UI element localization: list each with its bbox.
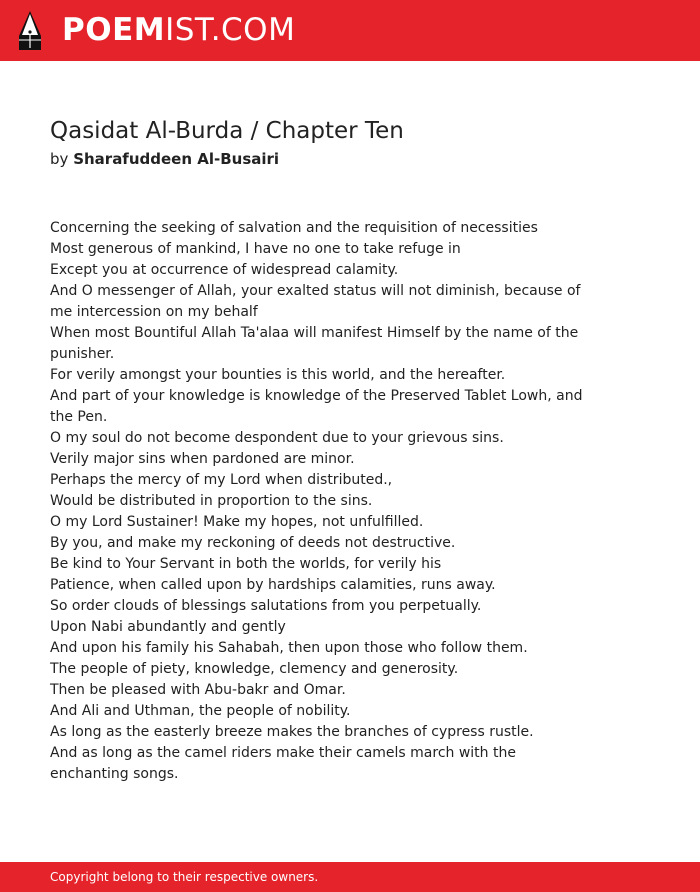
site-footer — [0, 862, 700, 892]
poem-heading — [50, 117, 650, 169]
poem-body — [50, 218, 595, 785]
poem-line: Concerning the seeking of salvation and the requisition of necessities — [50, 220, 538, 236]
poem-line: By you, and make my reckoning of deeds not destructive. — [50, 535, 456, 551]
copyright-notice: Copyright belong to their respective owners. — [50, 870, 319, 884]
author-name: Sharafuddeen Al-Busairi — [73, 150, 280, 168]
poem-line: The people of piety, knowledge, clemency and generosity. — [50, 661, 459, 677]
poem-line: Except you at occurrence of widespread calamity. — [50, 262, 399, 278]
poem-line: Then be pleased with Abu-bakr and Omar. — [50, 682, 346, 698]
byline — [50, 149, 650, 169]
logo-text-light: IST.COM — [165, 12, 296, 48]
pen-nib-icon[interactable] — [17, 10, 43, 52]
poem-line: Upon Nabi abundantly and gently — [50, 619, 286, 635]
poem-line: And part of your knowledge is knowledge of the Preserved Tablet Lowh, and the Pen. — [50, 388, 583, 425]
poem-line: For verily amongst your bounties is this world, and the hereafter. — [50, 367, 506, 383]
poem-title: Qasidat Al-Burda / Chapter Ten — [50, 118, 404, 144]
poem-line: Be kind to Your Servant in both the worlds, for verily his — [50, 556, 442, 572]
poem-line: Would be distributed in proportion to the sins. — [50, 493, 373, 509]
poem-line: So order clouds of blessings salutations from you perpetually. — [50, 598, 482, 614]
poem-line: Perhaps the mercy of my Lord when distributed., — [50, 472, 393, 488]
poem-line: And Ali and Uthman, the people of nobility. — [50, 703, 351, 719]
logo-text-bold: POEM — [62, 12, 166, 48]
poem-line: And as long as the camel riders make their camels march with the enchanting songs. — [50, 745, 516, 782]
poem-line: O my soul do not become despondent due to your grievous sins. — [50, 430, 504, 446]
site-logo[interactable] — [62, 12, 295, 48]
poem-line: When most Bountiful Allah Ta'alaa will manifest Himself by the name of the punisher. — [50, 325, 579, 362]
poem-line: As long as the easterly breeze makes the branches of cypress rustle. — [50, 724, 534, 740]
poem-line: And upon his family his Sahabah, then upon those who follow them. — [50, 640, 528, 656]
poem-line: O my Lord Sustainer! Make my hopes, not unfulfilled. — [50, 514, 424, 530]
by-label: by — [50, 150, 69, 168]
poem-line: Most generous of mankind, I have no one to take refuge in — [50, 241, 461, 257]
poem-line: And O messenger of Allah, your exalted status will not diminish, because of me intercession on my behalf — [50, 283, 581, 320]
poem-line: Patience, when called upon by hardships calamities, runs away. — [50, 577, 496, 593]
poem-line: Verily major sins when pardoned are minor. — [50, 451, 355, 467]
site-header — [0, 0, 700, 61]
